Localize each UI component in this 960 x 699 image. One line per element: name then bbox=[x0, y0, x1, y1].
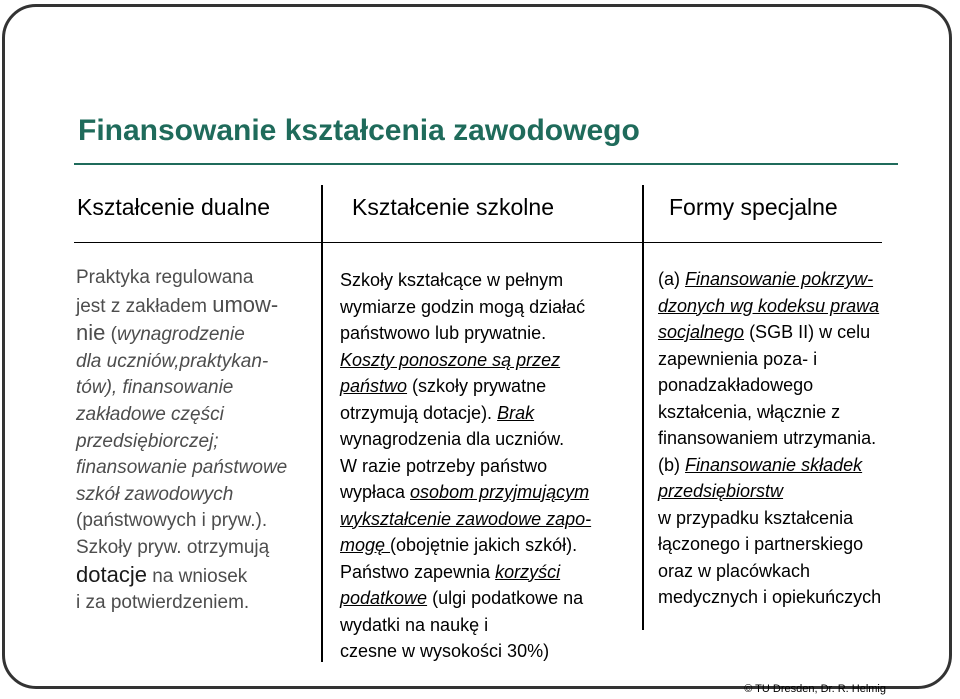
text-span: otrzymują dotacje). bbox=[340, 402, 498, 423]
text-line: W razie potrzeby państwo bbox=[340, 455, 548, 476]
text-line bbox=[340, 400, 591, 427]
text-span-underlined: osobom przyjmującym bbox=[410, 482, 590, 502]
text-span-underlined: Finansowanie pokrzyw- bbox=[685, 269, 874, 289]
text-line: ponadzakładowego bbox=[658, 375, 814, 395]
text-span: jest z zakładem bbox=[76, 295, 213, 317]
special-column-text bbox=[658, 266, 881, 611]
text-line bbox=[658, 293, 881, 320]
text-span-underlined: państwo bbox=[340, 376, 408, 396]
text-line: wynagrodzenia dla uczniów. bbox=[340, 429, 565, 449]
text-line bbox=[340, 559, 591, 586]
text-line: szkół zawodowych bbox=[76, 483, 234, 505]
text-span-underlined: socjalnego bbox=[658, 322, 745, 342]
text-line: w przypadku kształcenia bbox=[658, 507, 854, 528]
text-line: łączonego i partnerskiego bbox=[658, 534, 864, 554]
text-span-underlined: przedsiębiorstw bbox=[658, 481, 784, 501]
text-span-underlined: korzyści bbox=[495, 561, 561, 582]
text-line: przedsiębiorczej; bbox=[76, 430, 219, 452]
text-span: (a) bbox=[658, 269, 685, 289]
column-divider-right bbox=[642, 185, 644, 630]
text-line: oraz w placówkach bbox=[658, 560, 811, 581]
text-line: wymiarze godzin mogą działać bbox=[340, 296, 586, 317]
text-span: (SGB II) w celu bbox=[744, 322, 871, 342]
text-line: medycznych i opiekuńczych bbox=[658, 587, 882, 607]
text-span-underlined: mogę bbox=[340, 535, 391, 555]
text-span-underlined: Brak bbox=[497, 402, 535, 423]
text-line bbox=[340, 373, 591, 400]
header-separator bbox=[74, 242, 882, 243]
text-line: tów), finansowanie bbox=[76, 377, 234, 399]
text-line bbox=[340, 585, 591, 612]
text-span: na wniosek bbox=[146, 565, 248, 587]
text-span-underlined: Koszty ponoszone są przez bbox=[340, 349, 561, 370]
footer-copyright: © TU Dresden, Dr. R. Helmig bbox=[744, 683, 886, 695]
text-span: Państwo zapewnia bbox=[340, 561, 496, 582]
text-span: (ulgi podatkowe na bbox=[427, 588, 584, 608]
text-span: (obojętnie jakich szkół). bbox=[390, 535, 578, 555]
text-span-italic: wynagrodzenie bbox=[116, 324, 245, 346]
text-line bbox=[76, 320, 287, 349]
column-header-dual: Kształcenie dualne bbox=[77, 194, 271, 220]
text-line bbox=[76, 562, 287, 591]
text-line bbox=[658, 452, 881, 479]
text-line: zapewnienia poza- i bbox=[658, 348, 818, 369]
text-line bbox=[76, 292, 287, 321]
text-line: czesne w wysokości 30%) bbox=[340, 641, 550, 661]
text-span: wypłaca bbox=[340, 482, 411, 502]
dual-column-text bbox=[76, 265, 287, 617]
school-column-text bbox=[340, 267, 591, 665]
text-line: finansowanie państwowe bbox=[76, 457, 288, 479]
text-line: wydatki na naukę i bbox=[340, 614, 489, 635]
text-line bbox=[658, 266, 881, 293]
text-span: (b) bbox=[658, 454, 685, 475]
title-underline bbox=[74, 163, 898, 165]
text-span-underlined: podatkowe bbox=[340, 588, 428, 608]
text-line bbox=[340, 479, 591, 506]
text-line: zakładowe części bbox=[76, 403, 224, 425]
text-line: dla uczniów,praktykan- bbox=[76, 350, 269, 372]
column-header-special: Formy specjalne bbox=[669, 194, 838, 220]
text-span: ( bbox=[105, 324, 117, 346]
text-line: Szkoły kształcące w pełnym bbox=[340, 270, 564, 290]
text-line bbox=[658, 319, 881, 346]
text-line: (państwowych i pryw.). bbox=[76, 510, 268, 532]
text-line: Szkoły pryw. otrzymują bbox=[76, 536, 270, 558]
text-line: finansowaniem utrzymania. bbox=[658, 428, 877, 448]
text-span-underlined: Finansowanie składek bbox=[685, 454, 863, 475]
text-line bbox=[340, 347, 591, 374]
column-divider-left bbox=[321, 185, 323, 662]
text-line: państwowo lub prywatnie. bbox=[340, 323, 547, 343]
text-line: kształcenia, włącznie z bbox=[658, 401, 841, 422]
text-line bbox=[340, 506, 591, 533]
text-span-large: dotacje bbox=[76, 561, 147, 587]
text-span-underlined: dzonych wg kodeksu prawa bbox=[658, 295, 880, 316]
column-header-school: Kształcenie szkolne bbox=[352, 194, 554, 220]
text-line bbox=[658, 478, 881, 505]
text-span-large: nie bbox=[76, 320, 106, 346]
slide-title: Finansowanie kształcenia zawodowego bbox=[78, 114, 640, 147]
text-line bbox=[76, 265, 287, 292]
text-span-large: umow- bbox=[212, 291, 279, 317]
text-span: (szkoły prywatne bbox=[407, 376, 547, 396]
text-span-underlined: wykształcenie zawodowe zapo- bbox=[340, 508, 592, 529]
text-line bbox=[340, 532, 591, 559]
text-span: Praktyka regulowana bbox=[76, 267, 254, 288]
text-line: i za potwierdzeniem. bbox=[76, 592, 250, 614]
